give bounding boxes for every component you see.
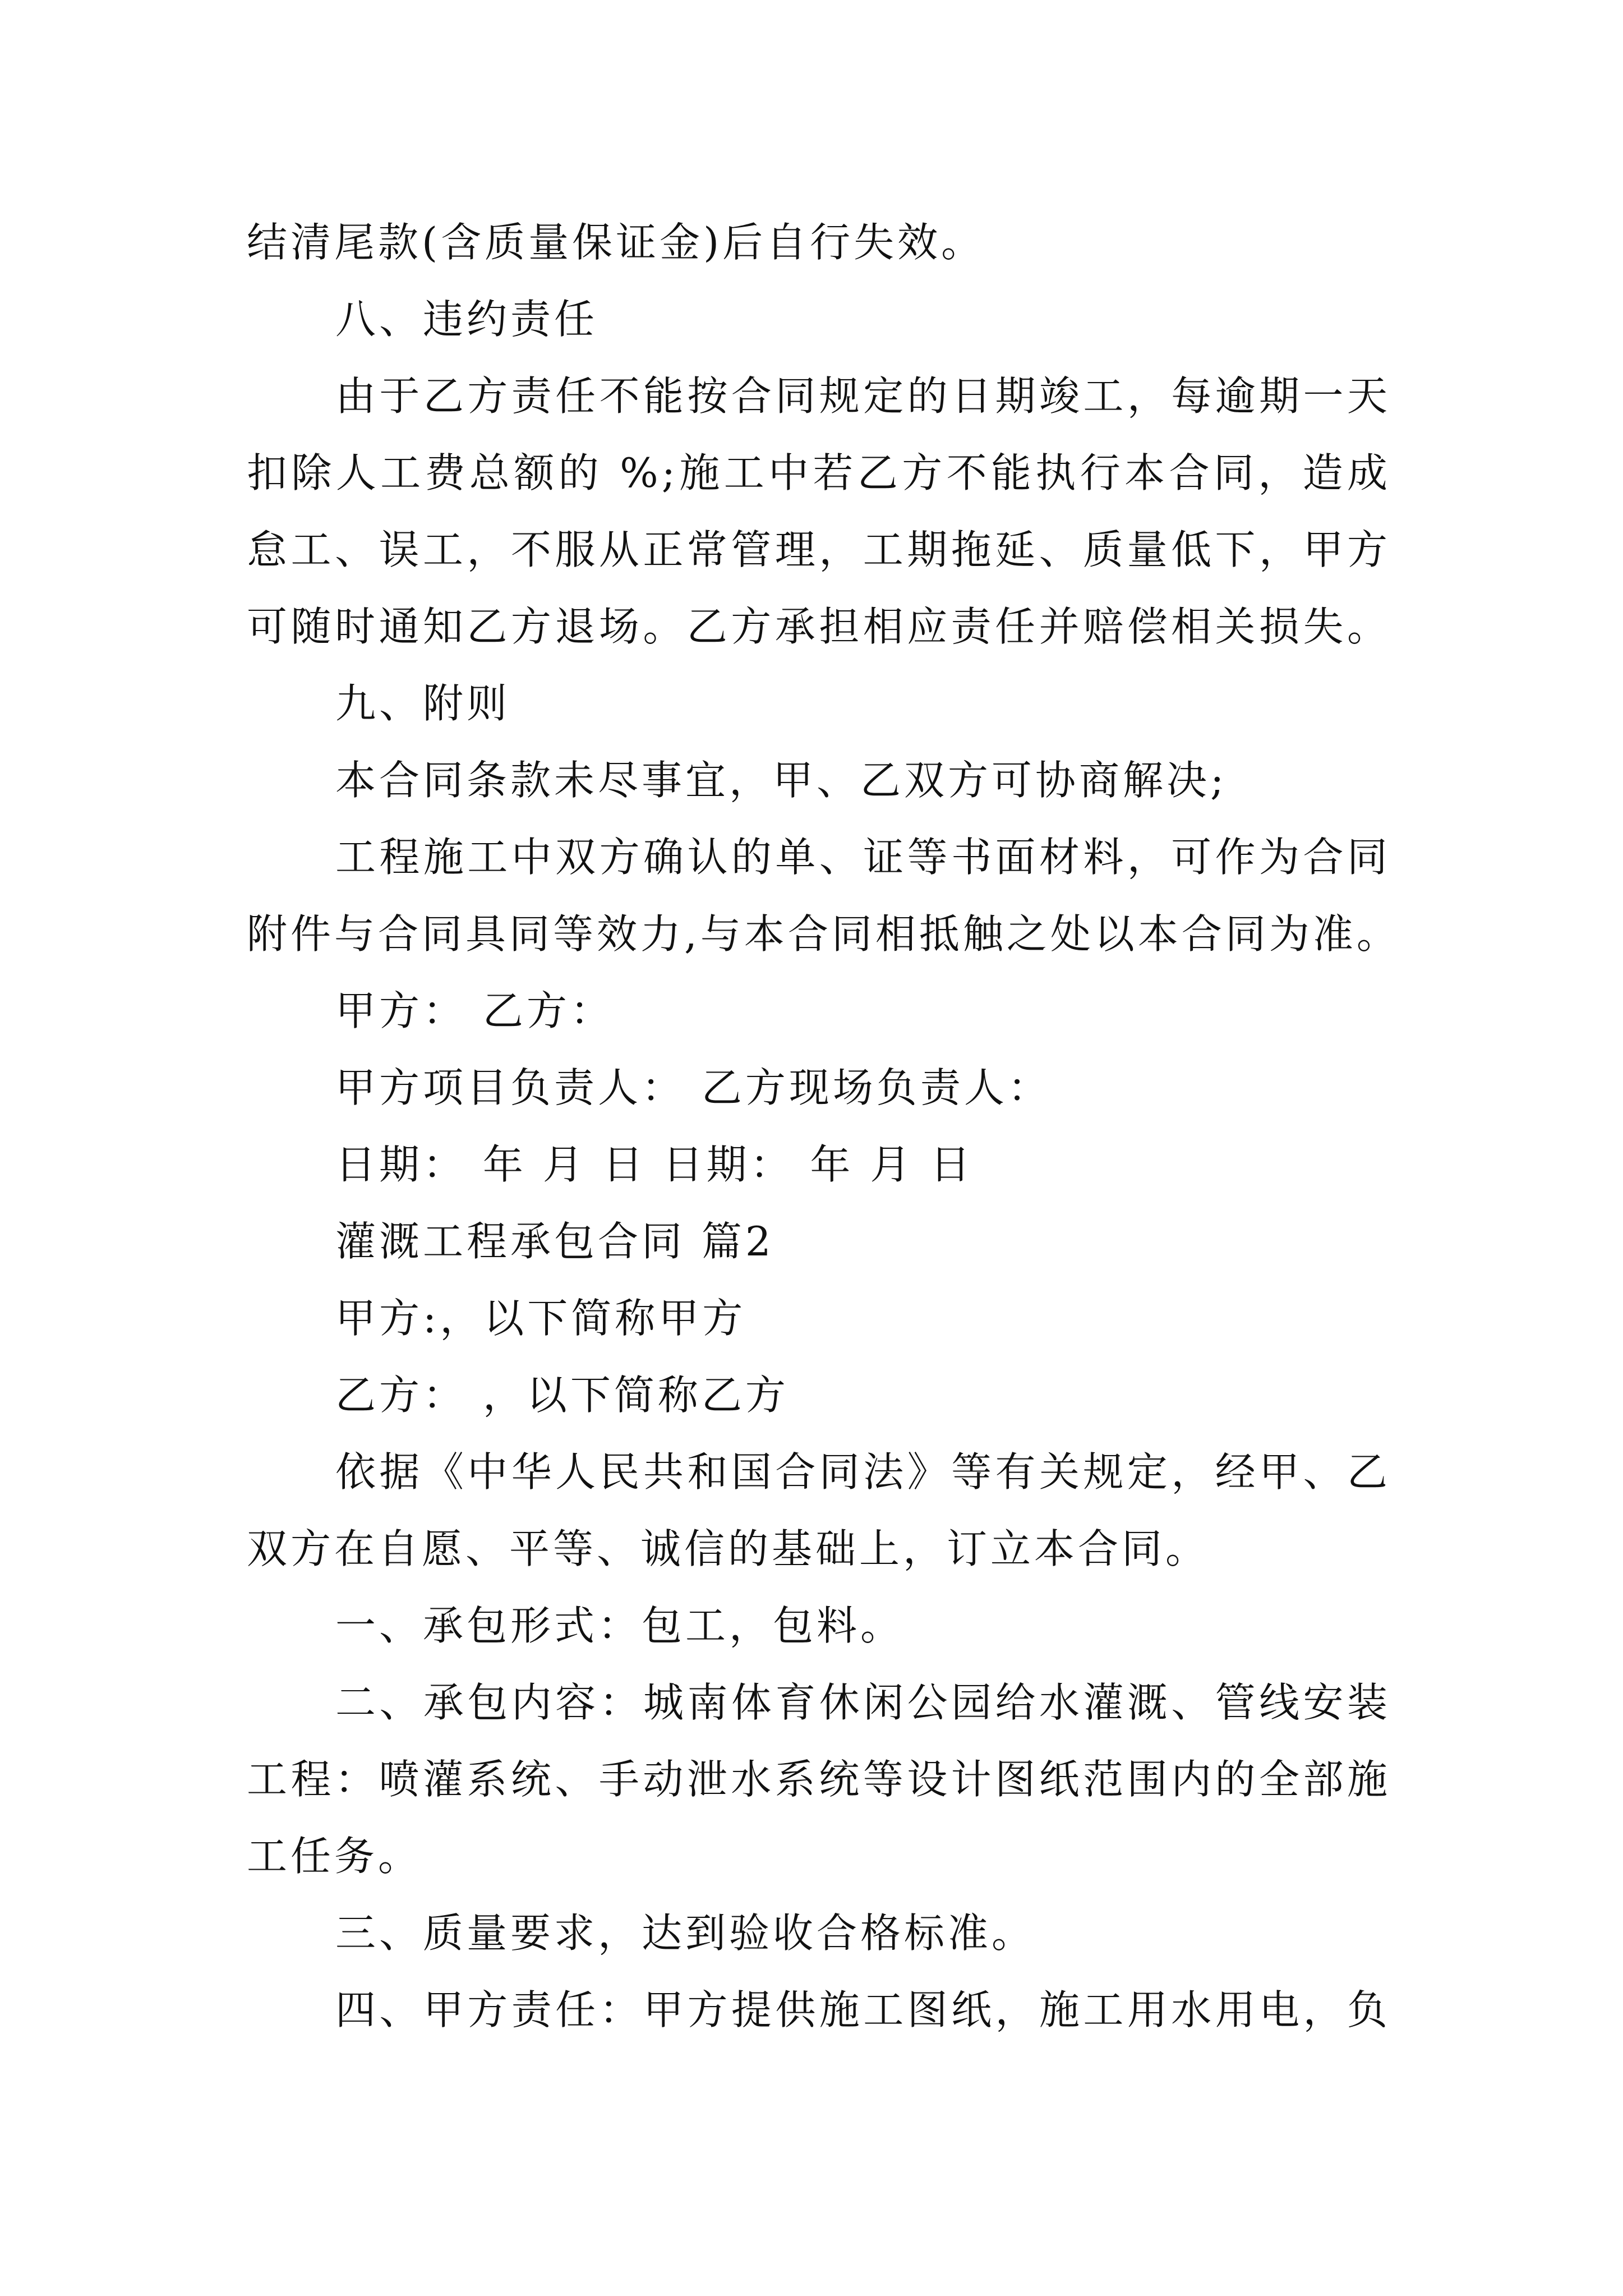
text-line: 依据《中华人民共和国合同法》等有关规定，经甲、乙 [335,1448,1391,1496]
text-line: 一、承包形式：包工，包料。 [335,1602,905,1649]
text-line: 可随时通知乙方退场。乙方承担相应责任并赔偿相关损失。 [247,603,1391,650]
text-line: 工任务。 [247,1833,422,1880]
text-line: 由于乙方责任不能按合同规定的日期竣工，每逾期一天 [335,372,1391,420]
text-line: 甲方： 乙方： [335,987,614,1034]
text-line: 扣除人工费总额的 %;施工中若乙方不能执行本合同，造成 [247,449,1391,496]
text-line: 甲方:，以下简称甲方 [335,1295,746,1342]
text-line: 本合同条款未尽事宜，甲、乙双方可协商解决; [335,757,1228,804]
text-line: 甲方项目负责人： 乙方现场负责人： [335,1064,1052,1111]
document-body [247,204,1400,2049]
text-line: 附件与合同具同等效力,与本合同相抵触之处以本合同为准。 [247,910,1400,958]
text-line: 九、附则 [335,680,511,727]
text-line: 日期： 年 月 日 日期： 年 月 日 [335,1141,974,1188]
text-line: 四、甲方责任：甲方提供施工图纸，施工用水用电，负 [335,1986,1391,2033]
text-line: 双方在自愿、平等、诚信的基础上，订立本合同。 [247,1525,1210,1572]
text-line: 工程：喷灌系统、手动泄水系统等设计图纸范围内的全部施 [247,1756,1391,1803]
text-line: 乙方： ，以下简称乙方 [335,1372,789,1419]
text-line: 二、承包内容：城南体育休闲公园给水灌溉、管线安装 [335,1679,1391,1726]
text-line: 八、违约责任 [335,296,598,343]
text-line: 工程施工中双方确认的单、证等书面材料，可作为合同 [335,834,1391,881]
text-line: 结清尾款(含质量保证金)后自行失效。 [247,219,985,266]
text-line: 灌溉工程承包合同 篇2 [335,1218,774,1265]
text-line: 三、质量要求，达到验收合格标准。 [335,1910,1036,1957]
text-line: 怠工、误工，不服从正常管理，工期拖延、质量低下，甲方 [247,526,1391,573]
